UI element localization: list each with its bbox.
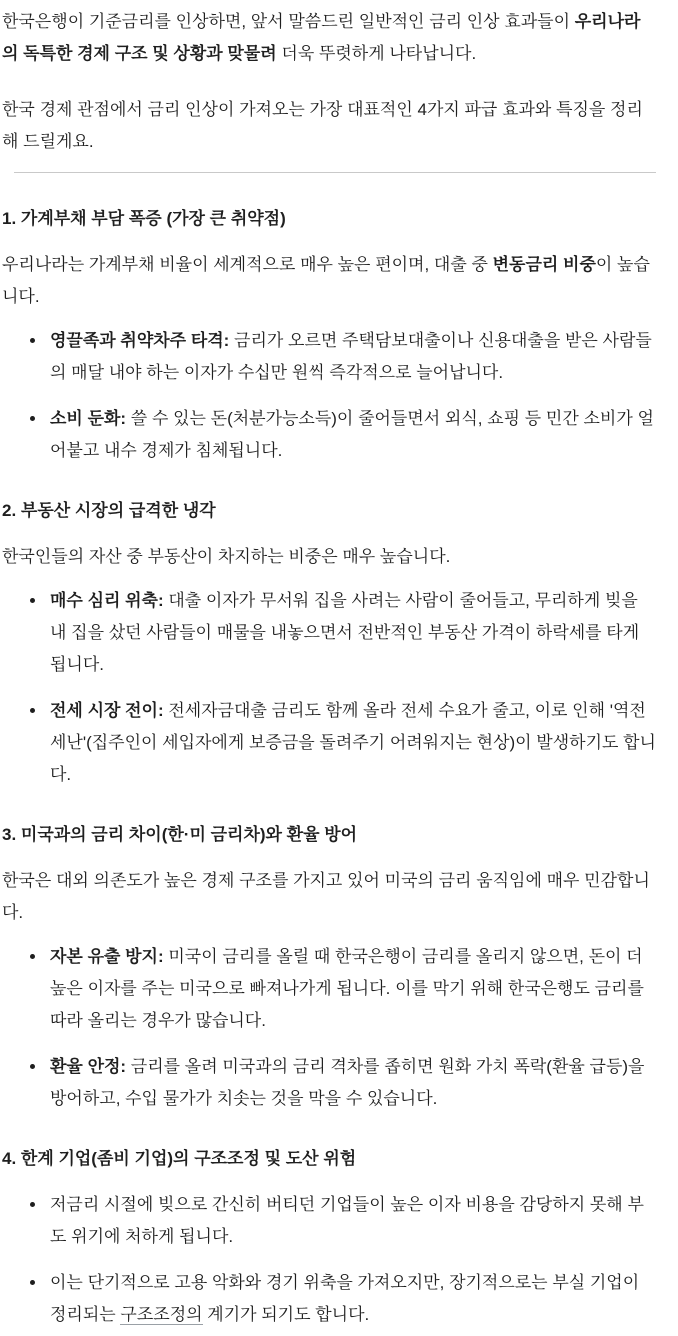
text-segment: 매수 심리 위축: <box>50 591 164 610</box>
text-segment: 변동금리 비중 <box>492 255 596 274</box>
list-item <box>50 941 656 1037</box>
text-segment: 쓸 수 있는 돈(처분가능소득)이 줄어들면서 외식, 쇼핑 등 민간 소비가 얼어붙고 내수 경제가 침체됩니다. <box>50 409 654 460</box>
text-segment: 이는 단기적으로 고용 악화와 경기 위축을 가져오지만, 장기적으로는 부실 기업이 정리되는 <box>50 1273 640 1324</box>
text-segment: 더욱 뚜렷하게 나타납니다. <box>276 44 477 63</box>
section-1-bullet-list <box>2 325 656 467</box>
section-us-rate-gap <box>2 791 656 1115</box>
section-household-debt <box>2 173 656 467</box>
text-segment: 한국 경제 관점에서 금리 인상이 가져오는 가장 대표적인 4가지 파급 효과와 특징을 정리해 드릴게요. <box>2 100 643 151</box>
section-1-heading: 1. 가계부채 부담 폭증 (가장 큰 취약점) <box>2 209 286 228</box>
text-segment: 미국이 금리를 올릴 때 한국은행이 금리를 올리지 않으면, 돈이 더 높은 이자를 주는 미국으로 빠져나가게 됩니다. 이를 막기 위해 한국은행도 금리를 따라 올리는 경우가 많습니다. <box>50 947 644 1030</box>
list-item <box>50 585 656 681</box>
text-segment: 전세자금대출 금리도 함께 올라 전세 수요가 줄고, 이로 인해 '역전세난'(집주인이 세입자에게 보증금을 돌려주기 어려워지는 현상)이 발생하기도 합니다. <box>50 701 656 784</box>
text-segment: 영끌족과 취약차주 타격: <box>50 331 230 350</box>
text-segment: 계기가 되기도 합니다. <box>202 1305 370 1324</box>
intro-paragraph-1 <box>2 6 656 70</box>
text-segment: 이 높습니다. <box>2 255 650 306</box>
section-3-paragraph <box>2 865 656 929</box>
section-2-bullet-list <box>2 585 656 791</box>
section-real-estate <box>2 467 656 791</box>
text-segment: 우리나라는 가계부채 비율이 세계적으로 매우 높은 편이며, 대출 중 <box>2 255 493 274</box>
list-item <box>50 325 656 389</box>
section-2-heading: 2. 부동산 시장의 급격한 냉각 <box>2 501 216 520</box>
text-segment: 한국인들의 자산 중 부동산이 차지하는 비중은 매우 높습니다. <box>2 547 451 566</box>
section-4-bullet-list <box>2 1189 656 1331</box>
section-1-paragraph <box>2 249 656 313</box>
text-segment: 한국은 대외 의존도가 높은 경제 구조를 가지고 있어 미국의 금리 움직임에 매우 민감합니다. <box>2 871 650 922</box>
list-item <box>50 1267 656 1331</box>
text-segment: 한국은행이 기준금리를 인상하면, 앞서 말씀드린 일반적인 금리 인상 효과들이 <box>2 12 575 31</box>
list-item <box>50 1051 656 1115</box>
list-item <box>50 1189 656 1253</box>
section-3-heading: 3. 미국과의 금리 차이(한·미 금리차)와 환율 방어 <box>2 825 358 844</box>
section-2-paragraph <box>2 541 656 573</box>
section-4-heading: 4. 한계 기업(좀비 기업)의 구조조정 및 도산 위험 <box>2 1149 357 1168</box>
text-segment: 전세 시장 전이: <box>50 701 164 720</box>
text-segment: 금리가 오르면 주택담보대출이나 신용대출을 받은 사람들의 매달 내야 하는 이자가 수십만 원씩 즉각적으로 늘어납니다. <box>50 331 652 382</box>
intro-paragraph-2 <box>2 94 656 158</box>
list-item <box>50 403 656 467</box>
text-segment: 저금리 시절에 빚으로 간신히 버티던 기업들이 높은 이자 비용을 감당하지 못해 부도 위기에 처하게 됩니다. <box>50 1195 644 1246</box>
text-segment: 우리나라의 독특한 경제 구조 및 상황과 맞물려 <box>2 12 641 63</box>
text-segment: 대출 이자가 무서워 집을 사려는 사람이 줄어들고, 무리하게 빚을 내 집을 샀던 사람들이 매물을 내놓으면서 전반적인 부동산 가격이 하락세를 타게 됩니다. <box>50 591 640 674</box>
section-3-bullet-list <box>2 941 656 1115</box>
text-segment: 소비 둔화: <box>50 409 127 428</box>
text-segment: 자본 유출 방지: <box>50 947 164 966</box>
underlined-term[interactable]: 구조조정의 <box>120 1305 203 1324</box>
section-zombie-companies <box>2 1115 656 1331</box>
text-segment: 환율 안정: <box>50 1057 127 1076</box>
list-item <box>50 695 656 791</box>
text-segment: 금리를 올려 미국과의 금리 격차를 좁히면 원화 가치 폭락(환율 급등)을 방어하고, 수입 물가가 치솟는 것을 막을 수 있습니다. <box>50 1057 645 1108</box>
